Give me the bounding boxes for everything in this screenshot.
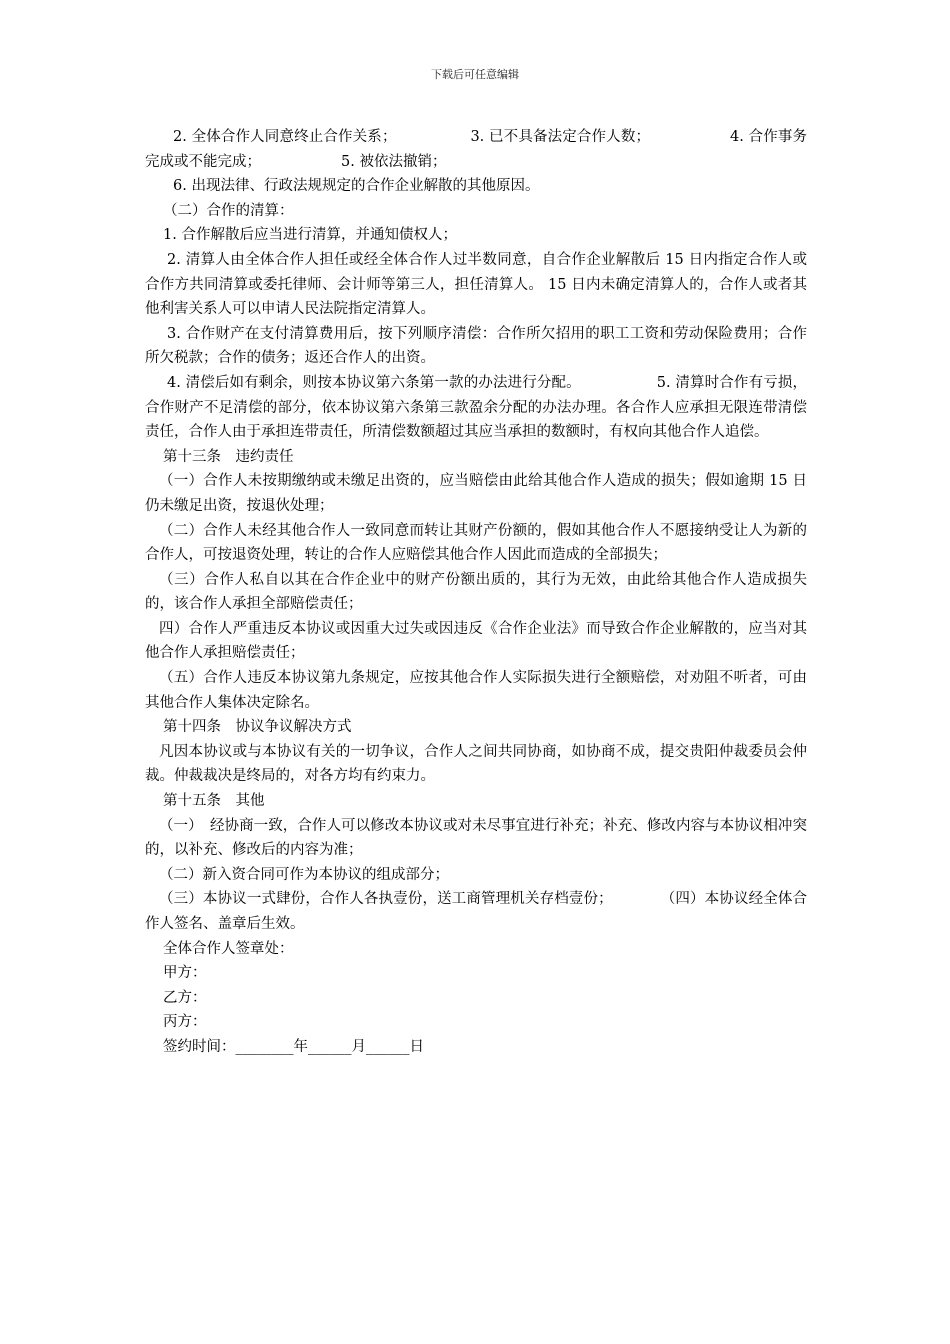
signature-heading: 全体合作人签章处： bbox=[163, 940, 294, 957]
article-13-item-3: （三）合作人私自以其在合作企业中的财产份额出质的，其行为无效，由此给其他合作人造成损失的，该合作人承担全部赔偿责任； bbox=[145, 571, 807, 613]
article-13-heading: 第十三条 违约责任 bbox=[163, 448, 294, 465]
article-14-heading: 第十四条 协议争议解决方式 bbox=[163, 719, 352, 736]
article-13-item-2: （二）合作人未经其他合作人一致同意而转让其财产份额的，假如其他合作人不愿接纳受让人为新的合作人，可按退资处理，转让的合作人应赔偿其他合作人因此而造成的全部损失； bbox=[145, 522, 807, 564]
page-header: 下载后可任意编辑 bbox=[431, 68, 519, 81]
article-14-text: 凡因本协议或与本协议有关的一切争议，合作人之间共同协商，如协商不成，提交贵阳仲裁委员会仲裁。仲裁裁决是终局的，对各方均有约束力。 bbox=[145, 743, 807, 785]
clearing-item-4: 4. 清偿后如有剩余，则按本协议第六条第一款的办法进行分配。 bbox=[167, 374, 581, 391]
dissolution-reasons-2-5 bbox=[145, 125, 807, 174]
article-15-item-3: （三）本协议一式肆份，合作人各执壹份，送工商管理机关存档壹份； bbox=[159, 891, 613, 908]
article-15-heading: 第十五条 其他 bbox=[163, 793, 265, 810]
clearing-heading: （二）合作的清算： bbox=[163, 202, 294, 219]
party-a-line: 甲方： bbox=[163, 965, 207, 982]
clearing-item-3: 3. 合作财产在支付清算费用后，按下列顺序清偿：合作所欠招用的职工工资和劳动保险费用；合作所欠税款；合作的债务；返还合作人的出资。 bbox=[145, 325, 807, 367]
party-c-line: 丙方： bbox=[163, 1014, 207, 1031]
clearing-item-1: 1. 合作解散后应当进行清算，并通知债权人； bbox=[163, 227, 457, 244]
party-b-line: 乙方： bbox=[163, 989, 207, 1006]
reason-5: 5. 被依法撤销； bbox=[341, 153, 447, 170]
clearing-item-5: 5. 清算时合作有亏损，合作财产不足清偿的部分，依本协议第六条第三款盈余分配的办法办理。各合作人应承担无限连带清偿责任，合作人由于承担连带责任，所清偿数额超过其应当承担的数额时，有权向其他合作人追偿。 bbox=[145, 374, 807, 441]
reason-2: 2. 全体合作人同意终止合作关系； bbox=[173, 129, 397, 145]
article-13-item-5: （五）合作人违反本协议第九条规定，应按其他合作人实际损失进行全额赔偿，对劝阻不听者，可由其他合作人集体决定除名。 bbox=[145, 670, 807, 711]
article-15-item-1: （一） 经协商一致，合作人可以修改本协议或对未尽事宜进行补充；补充、修改内容与本协议相冲突的，以补充、修改后的内容为准； bbox=[145, 817, 807, 859]
reason-3: 3. 已不具备法定合作人数； bbox=[470, 129, 650, 145]
dissolution-reason-6: 6. 出现法律、行政法规规定的合作企业解散的其他原因。 bbox=[173, 178, 540, 195]
article-13-item-1: （一）合作人未按期缴纳或未缴足出资的，应当赔偿由此给其他合作人造成的损失；假如逾期 15 日仍未缴足出资，按退伙处理； bbox=[145, 473, 807, 514]
article-15-item-2: （二）新入资合同可作为本协议的组成部分； bbox=[159, 866, 449, 883]
document-body bbox=[145, 125, 807, 1060]
signing-date-line: 签约时间：________年______月______日 bbox=[163, 1038, 424, 1055]
article-15-item-4: （四）本协议经全体合作人签名、盖章后生效。 bbox=[145, 891, 807, 932]
article-15-items-3-4 bbox=[145, 887, 807, 936]
reason-4: 4. 合作事务完成或不能完成； bbox=[145, 129, 807, 170]
article-13-item-4: 四）合作人严重违反本协议或因重大过失或因违反《合作企业法》而导致合作企业解散的，应当对其他合作人承担赔偿责任； bbox=[145, 620, 807, 662]
clearing-item-2: 2. 清算人由全体合作人担任或经全体合作人过半数同意，自合作企业解散后 15 日内指定合作人或合作方共同清算或委托律师、会计师等第三人，担任清算人。 15 日内未确定清算人的，合作人或者其他利害关系人可以申请人民法院指定清算人。 bbox=[145, 251, 807, 318]
clearing-items-4-5 bbox=[145, 371, 807, 445]
